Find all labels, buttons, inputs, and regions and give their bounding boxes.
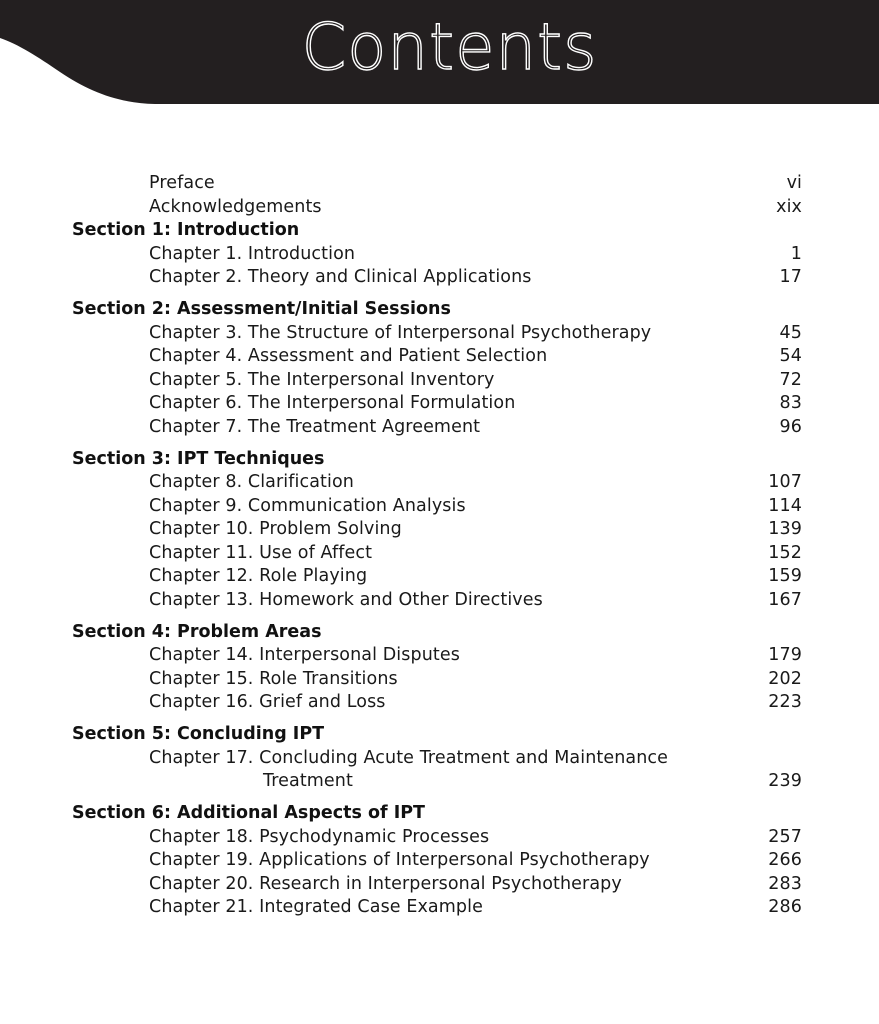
toc-entry-page-number: 107 (768, 472, 802, 492)
toc-entry-page-number: 179 (768, 645, 802, 665)
toc-entry-label: Chapter 11. Use of Affect (149, 542, 373, 563)
toc-entry-page-number: 159 (768, 566, 802, 586)
toc-entry-label: Chapter 16. Grief and Loss (149, 692, 386, 712)
toc-entry-label: Chapter 15. Role Transitions (149, 668, 398, 689)
page-title: Contents (301, 11, 598, 85)
toc-entry-page-number: xix (776, 196, 802, 217)
toc-entry-label: Chapter 6. The Interpersonal Formulation (149, 393, 516, 413)
toc-entry-label: Chapter 13. Homework and Other Directives (149, 589, 543, 610)
toc-entry-page-number: 1 (790, 243, 802, 264)
toc-entry-page-number: 17 (779, 267, 802, 287)
toc-entry-page-number: 54 (779, 346, 802, 366)
section-heading: Section 2: Assessment/Initial Sessions (72, 299, 451, 319)
toc-entry-page-number: 83 (779, 393, 802, 413)
toc-entry-page-number: 114 (768, 495, 802, 516)
toc-entry-label: Chapter 1. Introduction (149, 243, 356, 264)
toc-entry-page-number: 72 (779, 369, 802, 390)
toc-entry-label: Chapter 5. The Interpersonal Inventory (149, 369, 495, 390)
toc-entry-label: Preface (149, 173, 215, 193)
toc-entry-label: Chapter 3. The Structure of Interpersonal Psychotherapy (149, 322, 652, 343)
toc-entry-label: Chapter 4. Assessment and Patient Selection (149, 346, 548, 366)
section-heading: Section 6: Additional Aspects of IPT (72, 803, 425, 823)
toc-entry-label: Chapter 19. Applications of Interpersonal Psychotherapy (149, 850, 650, 870)
toc-entry-page-number: 167 (768, 589, 802, 610)
section-heading: Section 5: Concluding IPT (72, 724, 325, 744)
toc-entry-page-number: 239 (768, 771, 802, 791)
toc-entry-page-number: vi (786, 173, 802, 193)
toc-entry-label: Chapter 9. Communication Analysis (149, 495, 466, 516)
toc-entry-page-number: 286 (768, 897, 802, 917)
toc-entry-label: Chapter 10. Problem Solving (149, 519, 402, 539)
toc-entry-label: Chapter 2. Theory and Clinical Applications (149, 267, 532, 287)
toc-entry-label: Chapter 12. Role Playing (149, 566, 368, 586)
toc-entry-label: Chapter 20. Research in Interpersonal Psychotherapy (149, 873, 622, 894)
toc-entry-page-number: 257 (768, 826, 802, 847)
toc-entry-continuation: Treatment (263, 771, 353, 791)
toc-entry-label: Chapter 8. Clarification (149, 472, 354, 492)
toc-entry-page-number: 283 (768, 873, 802, 894)
toc-entry-label: Chapter 7. The Treatment Agreement (149, 416, 481, 437)
toc-entry-label: Chapter 21. Integrated Case Example (149, 897, 483, 917)
section-heading: Section 4: Problem Areas (72, 621, 322, 642)
toc-entry-label: Chapter 14. Interpersonal Disputes (149, 645, 460, 665)
section-heading: Section 3: IPT Techniques (72, 448, 325, 469)
toc-entry-label: Chapter 18. Psychodynamic Processes (149, 826, 490, 847)
toc-entry-label: Chapter 17. Concluding Acute Treatment and Maintenance (149, 747, 669, 768)
toc-entry-page-number: 223 (768, 692, 802, 712)
toc-entry-label: Acknowledgements (149, 196, 322, 217)
toc-entry-page-number: 96 (779, 416, 802, 437)
toc-entry-page-number: 139 (768, 519, 802, 539)
toc-entry-page-number: 152 (768, 542, 802, 563)
toc-entry-page-number: 202 (768, 668, 802, 689)
toc-entry-page-number: 45 (779, 322, 802, 343)
toc-entry-page-number: 266 (768, 850, 802, 870)
section-heading: Section 1: Introduction (72, 220, 300, 240)
header-banner (0, 0, 879, 104)
